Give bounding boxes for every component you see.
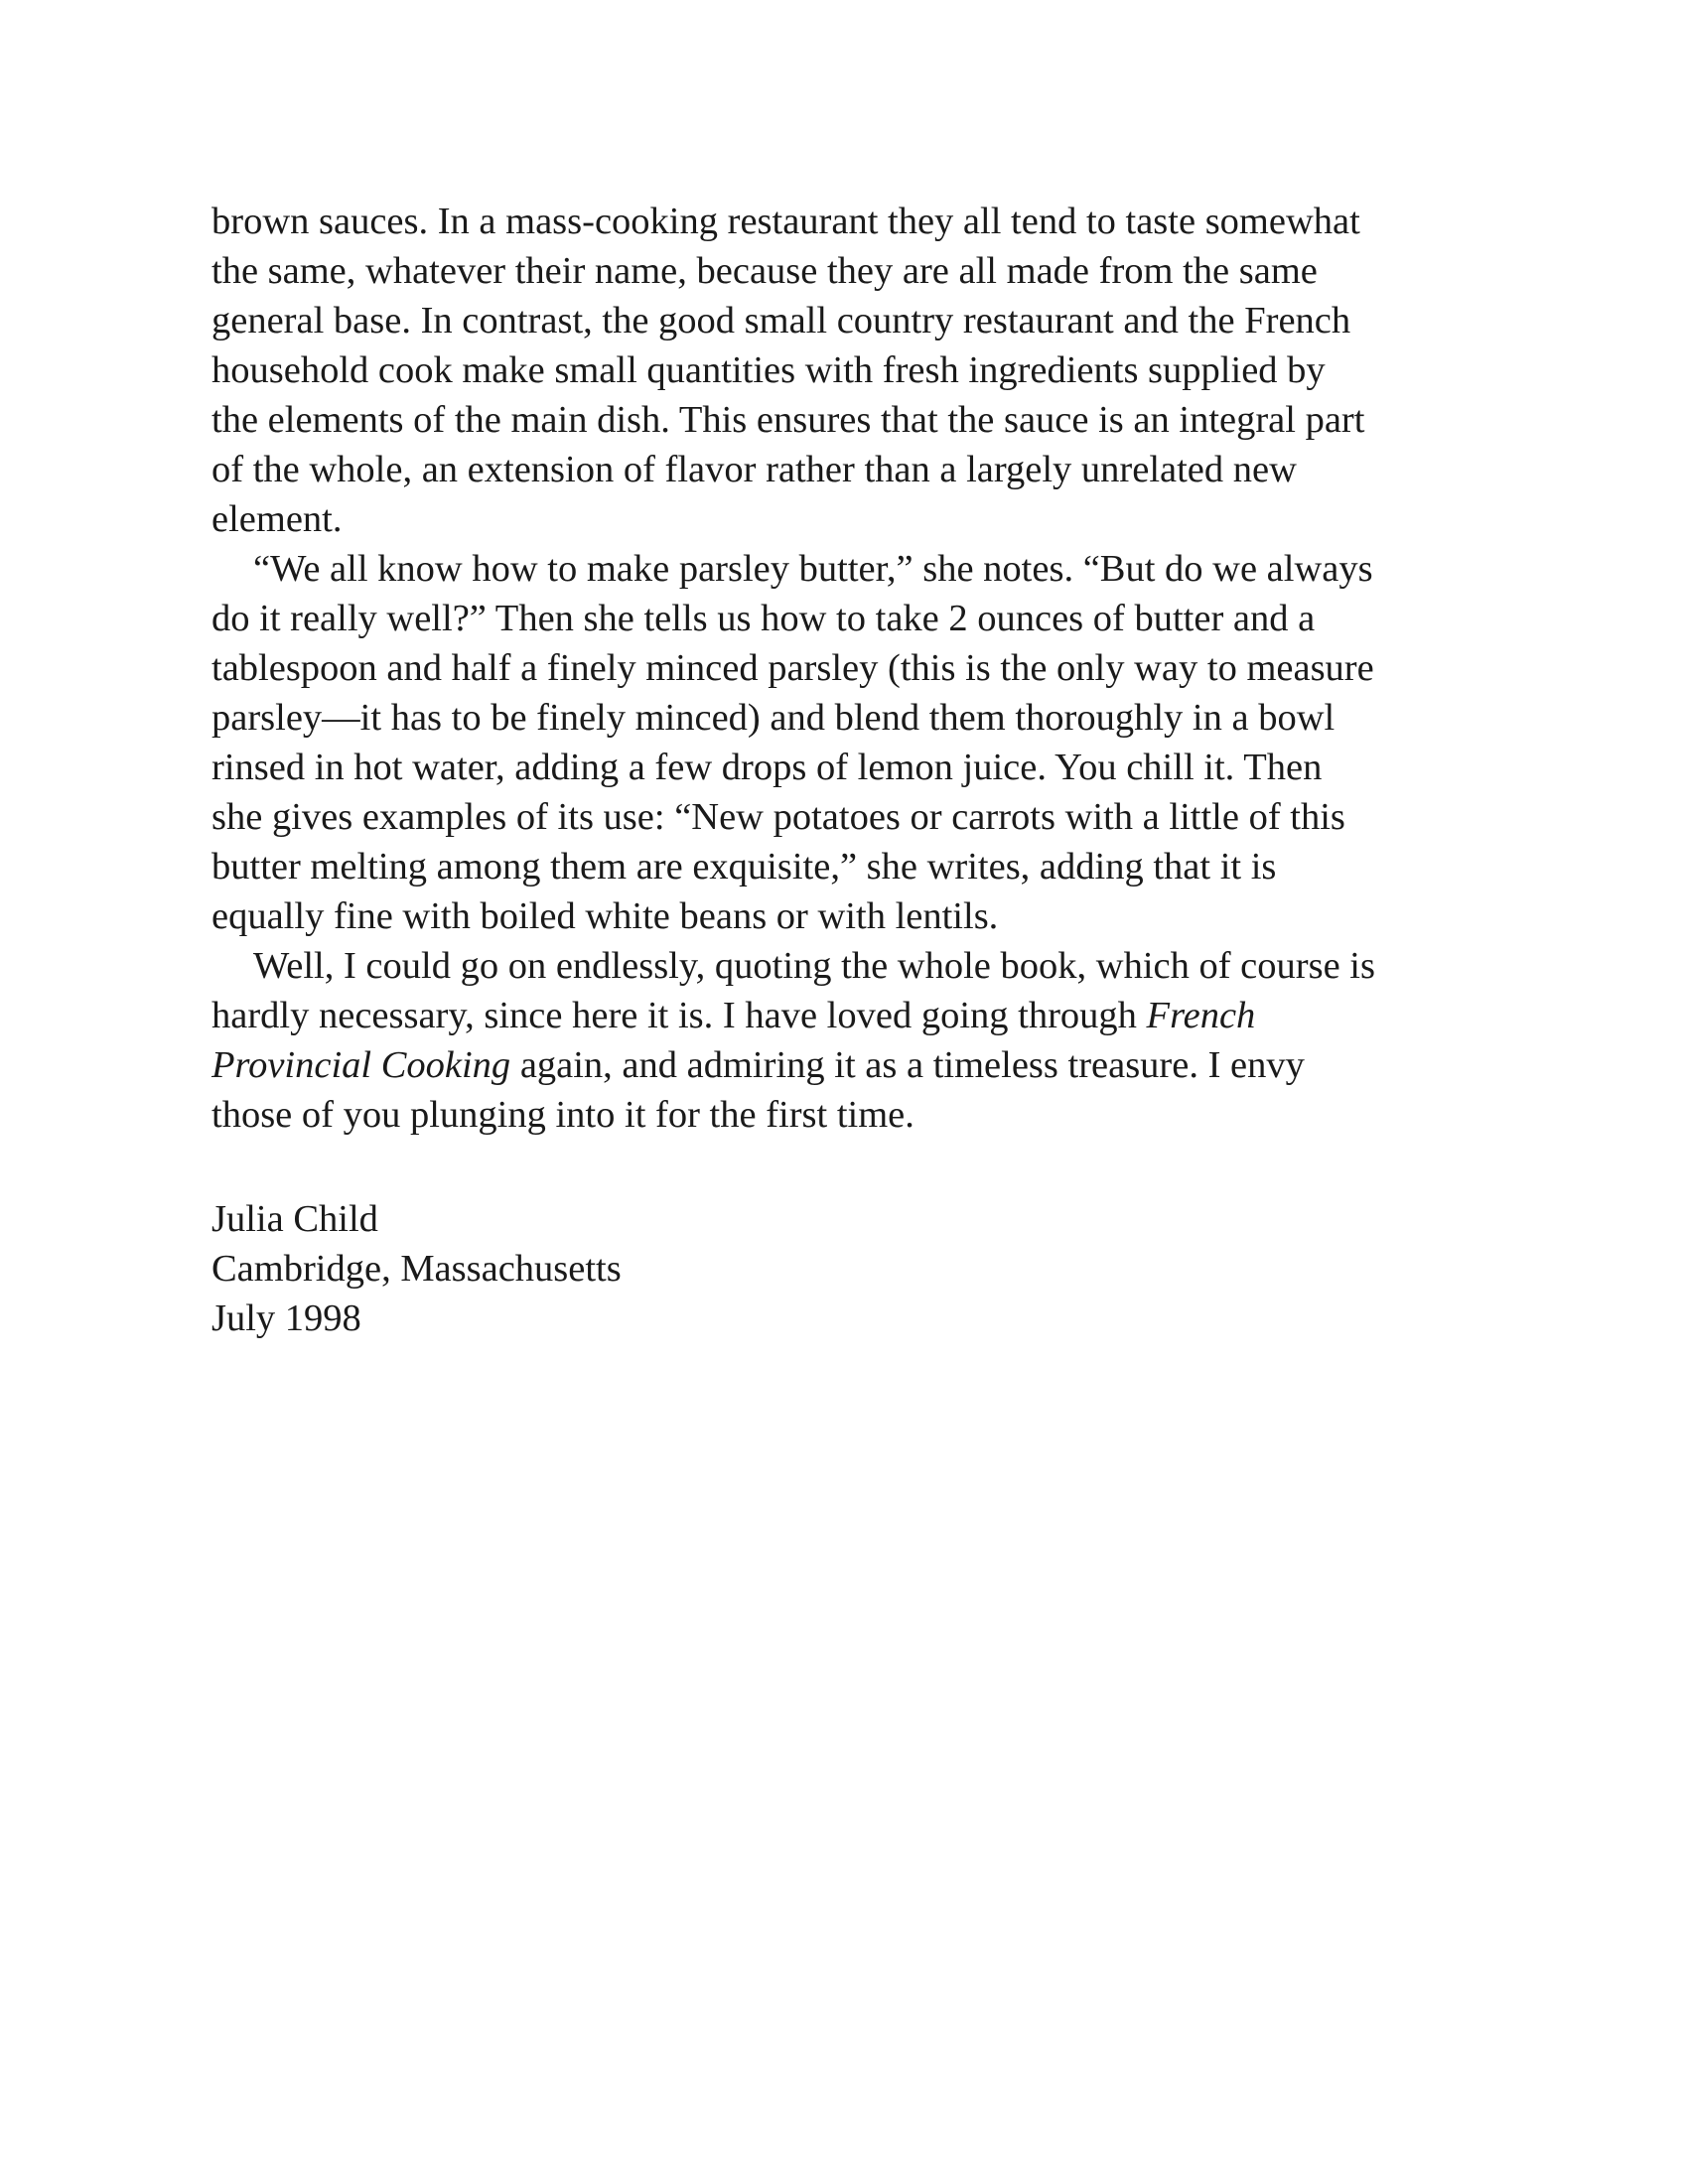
text-line: of the whole, an extension of flavor rather than a largely unrelated new xyxy=(211,449,1297,490)
text-line: do it really well?” Then she tells us how to take 2 ounces of butter and a xyxy=(211,598,1316,639)
paragraph-brown-sauces xyxy=(211,197,1492,544)
signature-block xyxy=(211,1194,1492,1343)
text-line: equally fine with boiled white beans or with lentils. xyxy=(211,895,999,937)
text-line: butter melting among them are exquisite,” she writes, adding that it is xyxy=(211,846,1277,887)
paragraph-parsley-butter xyxy=(211,544,1492,941)
foreword-text xyxy=(211,197,1492,1343)
paragraph-closing xyxy=(211,941,1492,1140)
text-line: the elements of the main dish. This ensures that the sauce is an integral part xyxy=(211,399,1365,441)
text-segment: again, and admiring it as a timeless treasure. I envy xyxy=(510,1044,1305,1086)
text-line: element. xyxy=(211,498,343,540)
text-line: general base. In contrast, the good small country restaurant and the French xyxy=(211,300,1351,341)
text-line: household cook make small quantities with fresh ingredients supplied by xyxy=(211,349,1326,391)
text-line: rinsed in hot water, adding a few drops of lemon juice. You chill it. Then xyxy=(211,747,1323,788)
book-title-italic: French xyxy=(1146,995,1256,1036)
text-line: Well, I could go on endlessly, quoting the whole book, which of course is xyxy=(253,945,1375,987)
text-line: “We all know how to make parsley butter,” she notes. “But do we always xyxy=(253,548,1373,590)
text-line xyxy=(211,991,1492,1040)
text-line: the same, whatever their name, because they are all made from the same xyxy=(211,250,1318,292)
text-line: tablespoon and half a finely minced parsley (this is the only way to measure xyxy=(211,647,1374,689)
text-segment: hardly necessary, since here it is. I have loved going through xyxy=(211,995,1147,1036)
spacer xyxy=(211,1140,1492,1194)
text-line: brown sauces. In a mass-cooking restaurant they all tend to taste somewhat xyxy=(211,201,1360,242)
text-line: parsley—it has to be finely minced) and blend them thoroughly in a bowl xyxy=(211,697,1336,739)
text-line: she gives examples of its use: “New potatoes or carrots with a little of this xyxy=(211,796,1345,838)
signature-name: Julia Child xyxy=(211,1198,378,1240)
text-line: those of you plunging into it for the first time. xyxy=(211,1094,914,1136)
book-title-italic: Provincial Cooking xyxy=(211,1044,511,1086)
signature-place: Cambridge, Massachusetts xyxy=(211,1248,622,1290)
signature-date: July 1998 xyxy=(211,1297,361,1339)
text-line xyxy=(211,1040,1492,1090)
